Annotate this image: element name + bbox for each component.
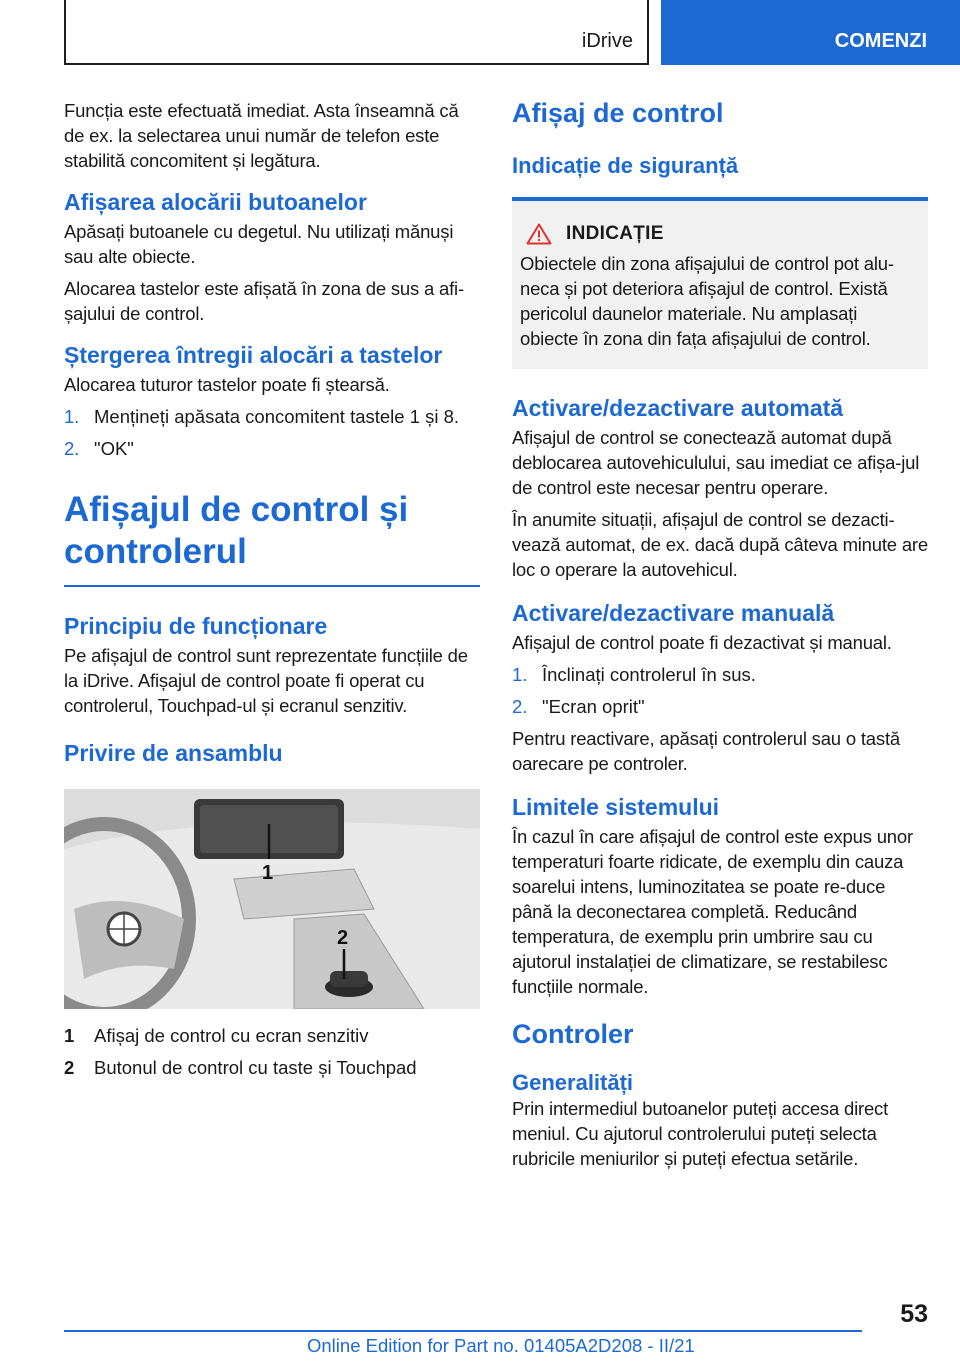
step-text: Mențineți apăsata concomitent tastele 1 și 8. bbox=[94, 406, 460, 427]
paragraph: Pe afișajul de control sunt reprezentate funcțiile de la iDrive. Afișajul de control poate fi operat cu controlerul, Touchpad-ul și ecranul senzitiv. bbox=[64, 645, 468, 716]
warning-triangle-icon bbox=[526, 223, 552, 245]
step-text: Înclinați controlerul în sus. bbox=[542, 664, 756, 685]
step-number: 2. bbox=[64, 438, 80, 459]
paragraph: Alocarea tuturor tastelor poate fi ștearsă. bbox=[64, 374, 390, 395]
section-title-system-limits: Limitele sistemului bbox=[512, 794, 720, 820]
section-title-key-assignment: Afișarea alocării butoanelor bbox=[64, 189, 367, 215]
section-title-overview: Privire de ansamblu bbox=[64, 740, 283, 766]
footer-edition: Online Edition for Part no. 01405A2D208 - II/21 bbox=[307, 1335, 695, 1356]
step-number: 1. bbox=[512, 664, 528, 685]
paragraph: Afișajul de control poate fi dezactivat și manual. bbox=[512, 632, 892, 653]
section-title-delete-assignment: Ștergerea întregii alocări a tastelor bbox=[64, 342, 443, 368]
left-column bbox=[64, 98, 480, 1087]
section-title-control-display: Afișaj de control bbox=[512, 98, 724, 128]
paragraph: Prin intermediul butoanelor puteți accesa direct meniul. Cu ajutorul controlerului puteți selecta rubricile meniurilor și puteți efectua setările. bbox=[512, 1098, 889, 1169]
callout-label-1: 1 bbox=[262, 862, 274, 884]
notice-header bbox=[520, 223, 920, 245]
step-number: 2. bbox=[512, 696, 528, 717]
footer-divider bbox=[64, 1330, 862, 1332]
figure-legend bbox=[64, 1023, 480, 1080]
intro-paragraph: Funcția este efectuată imediat. Asta înseamnă că de ex. la selectarea unui număr de telefon este stabilită concomitent și legătura. bbox=[64, 100, 459, 171]
step-list bbox=[64, 404, 480, 461]
paragraph: În anumite situații, afișajul de control se dezacti‐vează automat, de ex. dacă după câteva minute are loc o operare la autovehicul. bbox=[512, 509, 928, 580]
step-item bbox=[64, 404, 480, 429]
section-title-auto-activation: Activare/dezactivare automată bbox=[512, 395, 844, 421]
header-chapter-label: COMENZI bbox=[834, 30, 927, 52]
paragraph: În cazul în care afișajul de control este expus unor temperaturi foarte ridicate, de exemplu din cauza soarelui intens, luminozitatea se poate re‐duce până la deconectarea completă. Reducând temperatura, de exemplu prin umbrire sau cu ajutorul instalației de climatizare, se restabilesc funcțiile normale. bbox=[512, 826, 913, 997]
section-title-manual-activation: Activare/dezactivare manuală bbox=[512, 600, 835, 626]
notice-text: Obiectele din zona afișajului de control pot alu‐neca și pot deteriora afișajul de control. Există pericolul daunelor materiale. Nu amplasați obiecte în zona din fața afișajului de control. bbox=[520, 253, 894, 349]
step-item bbox=[512, 694, 928, 719]
step-text: "Ecran oprit" bbox=[542, 696, 645, 717]
section-title-principle: Principiu de funcționare bbox=[64, 613, 328, 639]
header-section-label: iDrive bbox=[581, 30, 633, 52]
legend-item bbox=[64, 1023, 480, 1048]
cockpit-illustration bbox=[64, 789, 480, 1009]
legend-text: Afișaj de control cu ecran senzitiv bbox=[94, 1025, 369, 1046]
page-number: 53 bbox=[900, 1300, 928, 1328]
step-text: "OK" bbox=[94, 438, 134, 459]
legend-item bbox=[64, 1055, 480, 1080]
chapter-title: Afișajul de control și controlerul bbox=[64, 490, 409, 571]
paragraph: Pentru reactivare, apăsați controlerul sau o tastă oarecare pe controler. bbox=[512, 728, 900, 774]
cockpit-drawing bbox=[64, 789, 480, 1009]
right-column bbox=[512, 98, 928, 1178]
header-chapter-tab bbox=[661, 0, 960, 65]
notice-title: INDICAȚIE bbox=[566, 223, 664, 244]
section-title-controller: Controler bbox=[512, 1019, 634, 1049]
legend-text: Butonul de control cu taste și Touchpad bbox=[94, 1057, 417, 1078]
paragraph: Apăsați butoanele cu degetul. Nu utilizați mănuși sau alte obiecte. bbox=[64, 221, 454, 267]
section-title-safety: Indicație de siguranță bbox=[512, 153, 739, 178]
paragraph: Alocarea tastelor este afișată în zona de sus a afi‐șajului de control. bbox=[64, 278, 464, 324]
section-title-general: Generalități bbox=[512, 1070, 634, 1095]
notice-box bbox=[512, 197, 928, 369]
step-list bbox=[512, 662, 928, 719]
paragraph: Afișajul de control se conectează automat după deblocarea autovehiculului, sau imediat ce afișa‐jul de control este necesar pentru operare. bbox=[512, 427, 920, 498]
legend-key: 2 bbox=[64, 1057, 75, 1078]
step-number: 1. bbox=[64, 406, 80, 427]
step-item bbox=[64, 436, 480, 461]
header-section-tab bbox=[64, 0, 649, 65]
step-item bbox=[512, 662, 928, 687]
callout-label-2: 2 bbox=[337, 927, 349, 949]
chapter-divider bbox=[64, 585, 480, 587]
legend-key: 1 bbox=[64, 1025, 75, 1046]
